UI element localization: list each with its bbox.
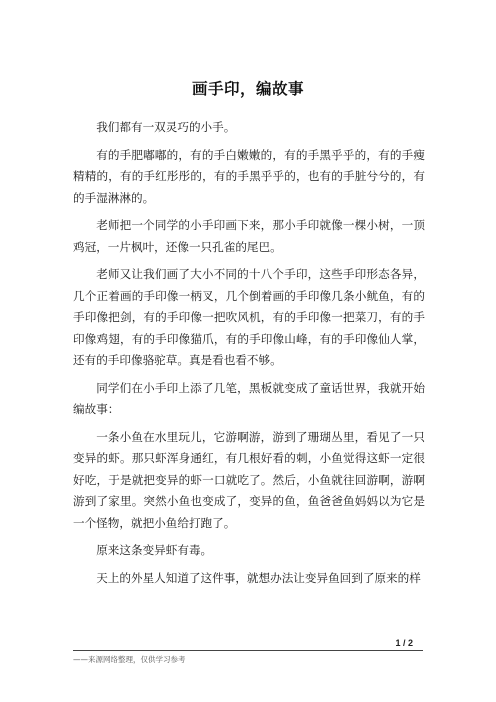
paragraph-7: 原来这条变异虾有毒。 — [96, 543, 213, 557]
paragraph-5: 同学们在小手印上添了几笔，黑板就变成了童话世界，我就开始编故事： — [73, 380, 425, 416]
paragraph-2: 有的手肥嘟嘟的，有的手白嫩嫩的，有的手黑乎乎的，有的手瘦精精的，有的手红彤彤的，有的手黑乎乎的，也有的手脏兮兮的，有的手湿淋淋的。 — [73, 147, 425, 205]
document-title: 画手印，编故事 — [191, 80, 304, 98]
footer-source-note: ——来源网络整理，仅供学习参考 — [73, 655, 186, 664]
paragraph-4: 老师又让我们画了大小不同的十八个手印，这些手印形态各异，几个正着画的手印像一柄叉，几个倒着画的手印像几条小鱿鱼，有的手印像把剑，有的手印像一把吹风机，有的手印像一把菜刀，有的手印像鸡翅，有的手印像猫爪，有的手印像山峰，有的手印像仙人掌，还有的手印像骆驼草。真是看也看不够。 — [73, 267, 425, 367]
paragraph-1: 我们都有一双灵巧的小手。 — [96, 120, 236, 134]
paragraph-8: 天上的外星人知道了这件事，就想办法让变异鱼回到了原来的样 — [96, 570, 421, 585]
paragraph-3: 老师把一个同学的小手印画下来，那小手印就像一棵小树，一顶鸡冠，一片枫叶，还像一只孔雀的尾巴。 — [73, 218, 425, 254]
page-number: 1 / 2 — [395, 638, 413, 648]
footer-divider — [73, 650, 423, 651]
document-body — [73, 117, 425, 595]
paragraph-6: 一条小鱼在水里玩儿，它游啊游，游到了珊瑚丛里，看见了一只变异的虾。那只虾浑身通红，有几根好看的刺，小鱼觉得这虾一定很好吃，于是就把变异的虾一口就吃了。然后，小鱼就往回游啊，游啊游到了家里。突然小鱼也变成了，变异的鱼，鱼爸爸鱼妈妈以为它是一个怪物，就把小鱼给打跑了。 — [73, 429, 425, 530]
